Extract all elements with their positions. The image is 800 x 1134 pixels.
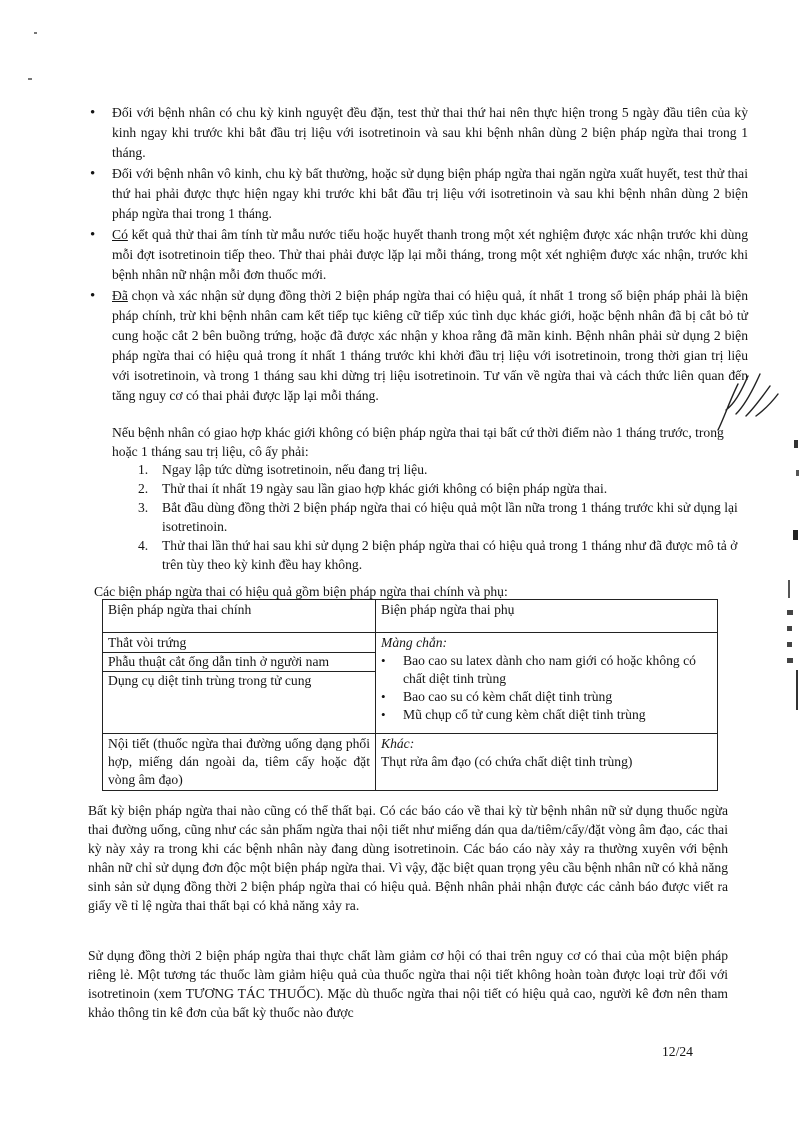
barrier-methods-cell <box>376 633 718 734</box>
list-item: • Đối với bệnh nhân có chu kỳ kinh nguyệt đều đặn, test thử thai thứ hai nên thực hiện trong 5 ngày đầu tiên của kỳ kinh ngay khi trước khi bắt đầu trị liệu với isotretinoin và sau khi bệnh nhân dùng 2 biện pháp ngừa thai trong 1 tháng. <box>90 105 748 160</box>
barrier-title: Màng chắn: <box>381 635 448 650</box>
bullet-icon: • <box>381 707 386 722</box>
other-methods-cell <box>376 734 718 791</box>
contraception-methods-table <box>102 599 718 791</box>
other-item: Thụt rửa âm đạo (có chứa chất diệt tinh trùng) <box>381 754 633 769</box>
table-cell-item: Dụng cụ diệt tinh trùng trong tử cung <box>108 673 312 688</box>
bullet-icon: • <box>90 288 96 304</box>
bullet-icon: • <box>381 689 386 704</box>
table-cell-item: Phẫu thuật cắt ống dẫn tinh ở người nam <box>103 653 375 672</box>
table-header-row <box>103 600 718 633</box>
bullet-lead-word: Có <box>112 227 128 242</box>
table-row <box>103 633 718 734</box>
requirements-bullet-list <box>88 103 748 407</box>
list-item: 3. Bắt đầu dùng đồng thời 2 biện pháp ngừa thai có hiệu quả một lần nữa trong 1 tháng trước khi sử dụng lại isotretinoin. <box>138 500 738 534</box>
other-title: Khác: <box>381 736 415 751</box>
contraception-failure-paragraph: Bất kỳ biện pháp ngừa thai nào cũng có thể thất bại. Có các báo cáo về thai kỳ từ bệnh nhân nữ sử dụng thuốc ngừa thai đường uống, cũng như các sản phẩm ngừa thai nội tiết như miếng dán qua da/tiêm/cấy/đặt vòng âm đạo, các thai kỳ này xảy ra trong khi các bệnh nhân này đang dùng isotretinoin. Các báo cáo này xảy ra thường xuyên với bệnh nhân nữ chỉ sử dụng đơn độc một biện pháp ngừa thai. Vì vậy, đặc biệt quan trọng yêu cầu bệnh nhân nữ có khả năng sinh sản sử dụng đồng thời 2 biện pháp ngừa thai có hiệu quả. Bệnh nhân phải nhận được các cảnh báo được viết ra giấy về tỉ lệ ngừa thai thất bại có khả năng xảy ra. <box>88 803 728 913</box>
table-caption: Các biện pháp ngừa thai có hiệu quả gồm biện pháp ngừa thai chính và phụ: <box>94 584 508 599</box>
table-cell-item: Thắt vòi trứng <box>103 634 375 653</box>
table-row <box>103 734 718 791</box>
bullet-lead-word: Đã <box>112 288 128 303</box>
scan-edge-artifact <box>784 420 800 720</box>
header-secondary: Biện pháp ngừa thai phụ <box>376 600 718 633</box>
scan-speck <box>28 78 32 80</box>
handwritten-initials <box>712 370 782 434</box>
scan-speck <box>34 32 37 34</box>
list-item: 2. Thử thai ít nhất 19 ngày sau lần giao hợp khác giới không có biện pháp ngừa thai. <box>138 481 608 496</box>
action-steps-list <box>138 460 738 574</box>
list-item: • Có kết quả thử thai âm tính từ mẫu nước tiểu hoặc huyết thanh trong một xét nghiệm được xác nhận trước khi dùng mỗi đợt isotretinoin tiếp theo. Thử thai phải được lặp lại mỗi tháng, trong một xét nghiệm được xác nhận, trước khi bệnh nhân nữ nhận mỗi đơn thuốc mới. <box>90 227 748 282</box>
list-item: • Mũ chụp cổ tử cung kèm chất diệt tinh trùng <box>381 707 646 722</box>
list-item: • Đã chọn và xác nhận sử dụng đồng thời 2 biện pháp ngừa thai có hiệu quả, ít nhất 1 trong số biện pháp phải là biện pháp chính, trừ khi bệnh nhân cam kết tiếp tục kiêng cữ tiếp xúc tình dục khác giới, hoặc bệnh nhân đã bị cắt bỏ tử cung hoặc cắt 2 bên buồng trứng, hoặc đã được xác nhận y khoa rằng đã mãn kinh. Bệnh nhân phải sử dụng 2 biện pháp ngừa thai có hiệu quả trong ít nhất 1 tháng trước khi khởi đầu trị liệu với isotretinoin, trong thời gian trị liệu với isotretinoin, và trong 1 tháng sau khi dừng trị liệu isotretinoin. Tư vấn về ngừa thai và cách thức liên quan đến tăng nguy cơ có thai phải được lặp lại mỗi tháng. <box>90 288 748 403</box>
hormonal-methods-cell: Nội tiết (thuốc ngừa thai đường uống dạng phối hợp, miếng dán ngoài da, tiêm cấy hoặc đặt vòng âm đạo) <box>103 734 376 791</box>
list-item: • Bao cao su có kèm chất diệt tinh trùng <box>381 689 613 704</box>
primary-methods-cell <box>103 633 376 734</box>
unprotected-intercourse-intro: Nếu bệnh nhân có giao hợp khác giới không có biện pháp ngừa thai tại bất cứ thời điểm nào 1 tháng trước, trong hoặc 1 tháng sau trị liệu, cô ấy phải: <box>112 425 724 459</box>
list-item: 1. Ngay lập tức dừng isotretinoin, nếu đang trị liệu. <box>138 462 428 477</box>
bullet-icon: • <box>381 653 386 668</box>
list-item: 4. Thử thai lần thứ hai sau khi sử dụng 2 biện pháp ngừa thai có hiệu quả trong 1 tháng như đã được mô tả ở trên tùy theo kỳ kinh đều hay không. <box>138 538 738 572</box>
list-item: • Đối với bệnh nhân vô kinh, chu kỳ bất thường, hoặc sử dụng biện pháp ngừa thai ngăn ngừa xuất huyết, test thử thai thứ hai phải được thực hiện ngay khi trước khi bắt đầu trị liệu với isotretinoin và sau khi bệnh nhân dùng 2 biện pháp ngừa thai trong 1 tháng. <box>90 166 748 221</box>
bullet-icon: • <box>90 166 96 182</box>
list-item: • Bao cao su latex dành cho nam giới có hoặc không có chất diệt tinh trùng <box>381 653 696 686</box>
drug-interaction-paragraph: Sử dụng đồng thời 2 biện pháp ngừa thai thực chất làm giảm cơ hội có thai trên nguy cơ có thai của một biện pháp riêng lẻ. Một tương tác thuốc làm giảm hiệu quả của thuốc ngừa thai nội tiết không hoàn toàn được loại trừ đối với isotretinoin (xem TƯƠNG TÁC THUỐC). Mặc dù thuốc ngừa thai nội tiết có hiệu quả cao, người kê đơn nên tham khảo thông tin kê đơn của bất kỳ thuốc nào được <box>88 948 728 1020</box>
bullet-icon: • <box>90 105 96 121</box>
header-primary: Biện pháp ngừa thai chính <box>103 600 376 633</box>
page-number: 12/24 <box>662 1044 693 1059</box>
bullet-icon: • <box>90 227 96 243</box>
